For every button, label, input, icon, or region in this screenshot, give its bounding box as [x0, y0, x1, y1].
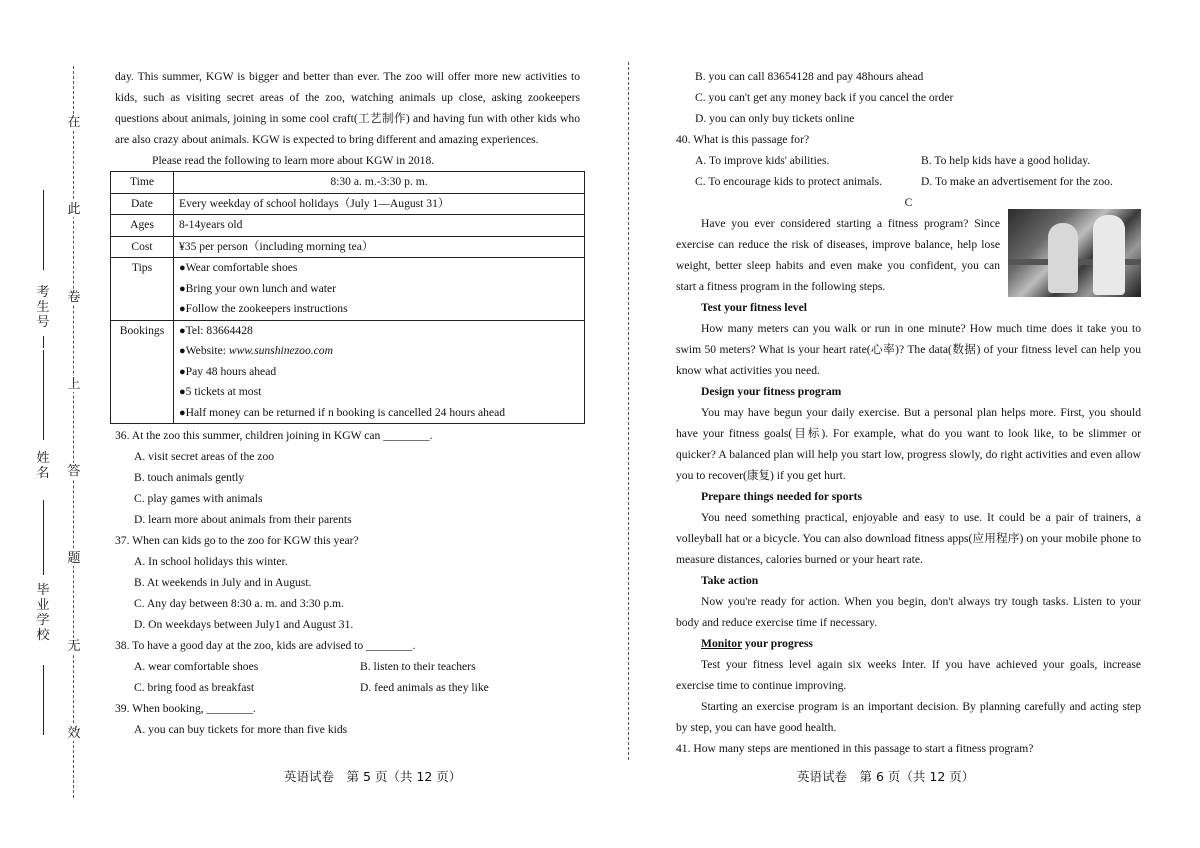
q38-option: A. wear comfortable shoes	[134, 660, 259, 673]
q40-options-row	[676, 171, 1141, 192]
q40-option: D. To make an advertisement for the zoo.	[921, 175, 1113, 188]
q39-option: D. you can only buy tickets online	[695, 112, 855, 125]
q37-option: A. In school holidays this winter.	[134, 555, 288, 568]
q36-option: A. visit secret areas of the zoo	[134, 450, 275, 463]
exam-number-line-tail	[43, 336, 44, 348]
name-line	[43, 350, 44, 440]
seal-char: 效	[67, 725, 81, 740]
section-heading: Design your fitness program	[701, 385, 842, 398]
booking-tickets: 5 tickets at most	[185, 385, 262, 398]
table-key: Ages	[111, 215, 174, 237]
seal-char: 在	[67, 114, 81, 129]
passage-paragraph: Test your fitness level again six weeks Inter. If you have achieved your goals, increase exercise time to continue improving.	[676, 658, 1141, 692]
exam-number-line	[43, 190, 44, 270]
table-value	[174, 258, 585, 321]
table-row	[111, 236, 585, 258]
q37-option: D. On weekdays between July1 and August 31.	[134, 618, 354, 631]
school-line	[43, 500, 44, 575]
left-page	[115, 66, 580, 740]
q38-option: C. bring food as breakfast	[134, 681, 255, 694]
table-row	[111, 258, 585, 321]
tip-item	[179, 258, 579, 279]
seal-char: 题	[67, 550, 81, 565]
tip-item	[179, 299, 579, 320]
table-key: Tips	[111, 258, 174, 321]
q40-options-row	[676, 150, 1141, 171]
table-value	[174, 320, 585, 424]
table-value: 8-14years old	[174, 215, 585, 237]
q36-option: C. play games with animals	[134, 492, 263, 505]
section-heading: Prepare things needed for sports	[701, 490, 863, 503]
passage-paragraph: How many meters can you walk or run in one minute? How much time does it take you to swim 50 meters? What is your heart rate(心率)? The data(数据) of your fitness level can help you know what activities you need.	[676, 322, 1141, 377]
passage-paragraph: You may have begun your daily exercise. But a personal plan helps more. First, you should have your fitness goals(目标). For example, what do you want to look like, to be slimmer or quicker? A balanced plan will help you start low, progress slowly, do right activities and even allow you to recover(康复) if you get hurt.	[676, 406, 1141, 482]
q36-option: B. touch animals gently	[134, 471, 245, 484]
q38-options-row	[115, 677, 580, 698]
label-name: 姓名	[36, 450, 50, 480]
q37-option: C. Any day between 8:30 a. m. and 3:30 p.m.	[134, 597, 344, 610]
question-38: 38. To have a good day at the zoo, kids are advised to ________.	[115, 639, 416, 652]
q38-option: D. feed animals as they like	[360, 681, 489, 694]
section-letter: C	[904, 196, 913, 209]
q37-option: B. At weekends in July and in August.	[134, 576, 312, 589]
table-value: Every weekday of school holidays（July 1—August 31）	[174, 193, 585, 215]
q39-option: C. you can't get any money back if you cancel the order	[695, 91, 954, 104]
booking-item	[179, 362, 579, 383]
tip-text: Bring your own lunch and water	[185, 281, 337, 295]
kgw-intro-paragraph: day. This summer, KGW is bigger and better than ever. The zoo will offer more new activities to kids, such as visiting secret areas of the zoo, watching animals up close, asking zookeepers questions about animals, joining in some cool craft(工艺制作) and having fun with other kids who are also crazy about animals. KGW is expected to bring different and amazing experiences.	[115, 70, 580, 146]
photo-figure	[1093, 215, 1125, 295]
question-41: 41. How many steps are mentioned in this passage to start a fitness program?	[676, 742, 1034, 755]
kgw-info-table	[110, 171, 585, 424]
tip-item	[179, 279, 579, 300]
label-exam-number: 考生号	[36, 284, 50, 329]
booking-tel: Tel: 83664428	[185, 323, 253, 337]
table-key: Date	[111, 193, 174, 215]
fitness-photo	[1008, 209, 1141, 297]
school-line-tail	[43, 665, 44, 735]
passage-paragraph: Starting an exercise program is an important decision. By planning carefully and acting step by step, you can have good health.	[676, 700, 1141, 734]
right-page-footer: 英语试卷 第 6 页（共 12 页）	[797, 769, 975, 784]
table-row	[111, 215, 585, 237]
seal-char: 答	[67, 463, 81, 478]
tip-text: Wear comfortable shoes	[185, 261, 298, 274]
table-row	[111, 193, 585, 215]
passage-paragraph: Have you ever considered starting a fitness program? Since exercise can reduce the risk of diseases, improve balance, help lose weight, better sleep habits and even make you confident, you can start a fitness program in the following steps.	[676, 217, 1000, 293]
booking-website: www.sunshinezoo.com	[228, 344, 333, 357]
passage-paragraph: Now you're ready for action. When you begin, don't always try tough tasks. Listen to your body and reduce exercise time if necessary.	[676, 595, 1141, 629]
table-key: Cost	[111, 236, 174, 258]
q39-option: B. you can call 83654128 and pay 48hours ahead	[695, 70, 924, 83]
photo-figure	[1048, 223, 1078, 293]
seal-margin	[0, 0, 100, 848]
booking-pay: Pay 48 hours ahead	[185, 364, 277, 378]
booking-item	[179, 341, 579, 362]
question-36: 36. At the zoo this summer, children joining in KGW can ________.	[115, 429, 433, 442]
seal-dashed-line	[73, 66, 74, 798]
q38-option: B. listen to their teachers	[360, 660, 476, 673]
q36-option: D. learn more about animals from their parents	[134, 513, 352, 526]
table-key: Bookings	[111, 320, 174, 424]
question-40: 40. What is this passage for?	[676, 133, 810, 146]
booking-item	[179, 403, 579, 424]
seal-char: 此	[67, 201, 81, 216]
booking-refund: Half money can be returned if n booking is cancelled 24 hours ahead	[185, 405, 506, 419]
seal-char: 无	[67, 638, 81, 653]
label-school: 毕业学校	[36, 582, 50, 642]
booking-item	[179, 321, 579, 342]
q40-option: B. To help kids have a good holiday.	[921, 154, 1091, 167]
q39-option: A. you can buy tickets for more than five kids	[134, 723, 348, 736]
q40-option: A. To improve kids' abilities.	[695, 154, 830, 167]
seal-char: 上	[67, 376, 81, 391]
table-row	[111, 320, 585, 424]
question-37: 37. When can kids go to the zoo for KGW this year?	[115, 534, 359, 547]
table-row	[111, 172, 585, 194]
seal-char: 卷	[67, 289, 81, 304]
section-heading: Take action	[701, 574, 759, 587]
heading-underlined-word: Monitor	[701, 637, 743, 650]
booking-web-label: Website:	[185, 344, 229, 357]
heading-rest: your progress	[742, 637, 813, 650]
q40-option: C. To encourage kids to protect animals.	[695, 175, 883, 188]
table-value: 8:30 a. m.-3:30 p. m.	[174, 172, 585, 194]
question-39: 39. When booking, ________.	[115, 702, 256, 715]
right-page	[676, 66, 1141, 759]
table-caption: Please read the following to learn more about KGW in 2018.	[152, 154, 435, 167]
booking-item	[179, 382, 579, 403]
page-divider	[628, 62, 629, 760]
section-heading	[676, 633, 1141, 654]
table-key: Time	[111, 172, 174, 194]
section-heading: Test your fitness level	[701, 301, 807, 314]
table-value: ¥35 per person（including morning tea）	[174, 236, 585, 258]
tip-text: Follow the zookeepers instructions	[185, 302, 348, 315]
passage-paragraph: You need something practical, enjoyable and easy to use. It could be a pair of trainers, a volleyball hat or a bicycle. You can also download fitness apps(应用程序) on your mobile phone to measure distances, calories burned or your heart rate.	[676, 511, 1141, 566]
q38-options-row	[115, 656, 580, 677]
left-page-footer: 英语试卷 第 5 页（共 12 页）	[284, 769, 462, 784]
